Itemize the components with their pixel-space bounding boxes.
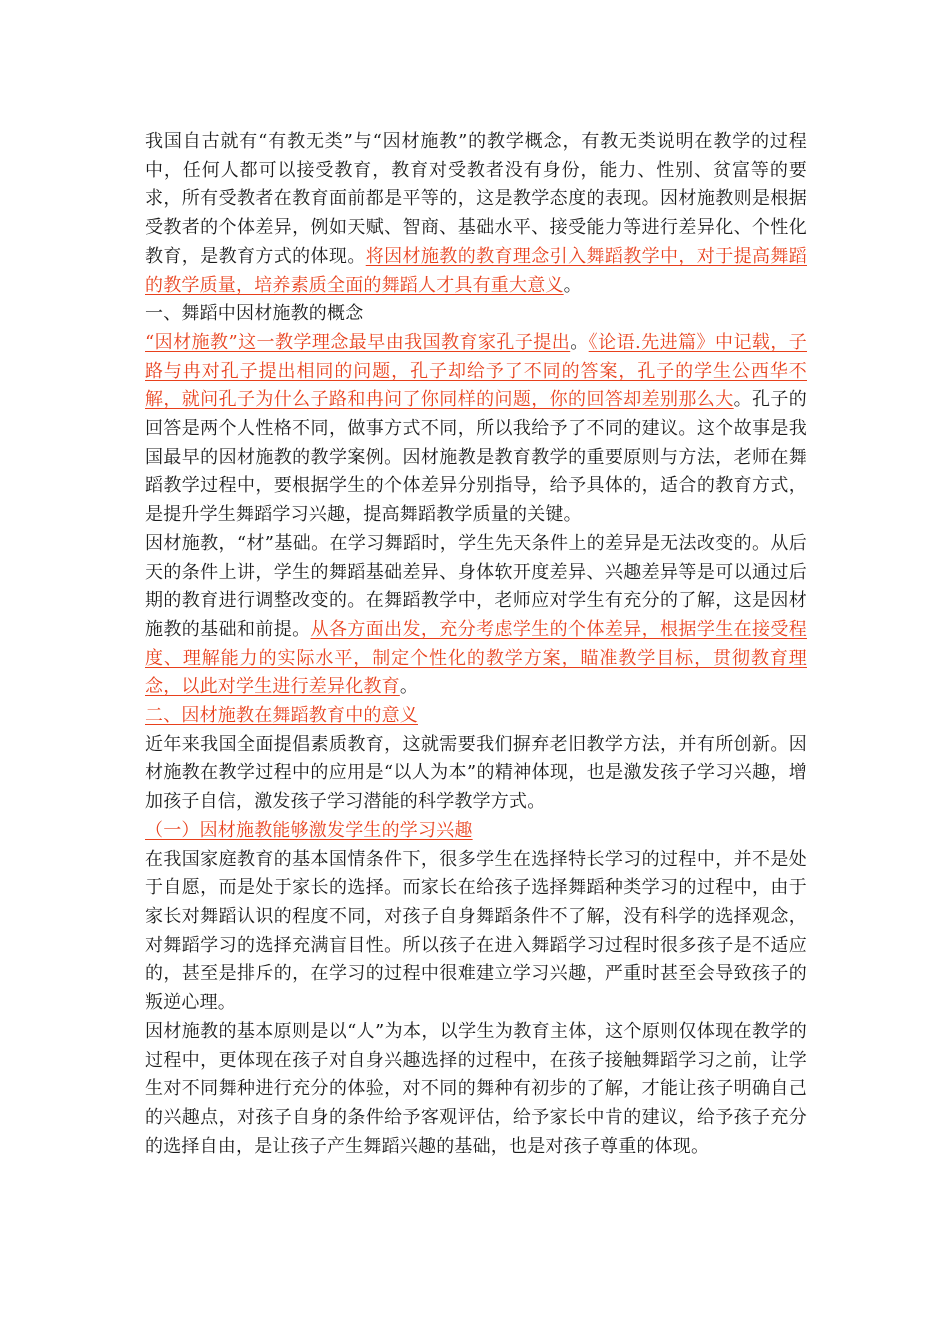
highlighted-text: 二、因材施教在舞蹈教育中的意义 <box>145 705 418 727</box>
paragraph-significance <box>145 731 807 817</box>
highlighted-text: 《论语.先进篇》中记载，子路与冉对孔子提出相同的问题，孔子却给予了不同的答案，孔子的学生公西华不解，就问孔子为什么子路和冉问了你同样的问题，你的回答却差别那么大 <box>145 331 807 411</box>
highlighted-text: （一）因材施教能够激发学生的学习兴趣 <box>145 819 473 841</box>
highlighted-text: 从各方面出发，充分考虑学生的个体差异，根据学生在接受程度、理解能力的实际水平，制定个性化的教学方案，瞄准教学目标，贯彻教育理念，以此对学生进行差异化教育 <box>145 618 807 698</box>
text-segment: 。孔子的回答是两个人性格不同，做事方式不同，所以我给予了不同的建议。这个故事是我国最早的因材施教的教学案例。因材施教是教育教学的重要原则与方法，老师在舞蹈教学过程中，要根据学生的个体差异分别指导，给予具体的，适合的教育方式，是提升学生舞蹈学习兴趣，提高舞蹈教学质量的关键。 <box>145 389 807 526</box>
text-segment: 我国自古就有“有教无类”与“因材施教”的教学概念，有教无类说明在教学的过程中，任何人都可以接受教育，教育对受教者没有身份，能力、性别、贫富等的要求，所有受教者在教育面前都是平等的，这是教学态度的表现。因材施教则是根据受教者的个体差异，例如天赋、智商、基础水平、接受能力等进行差异化、个性化教育，是教育方式的体现。 <box>145 131 807 267</box>
text-segment: 在我国家庭教育的基本国情条件下，很多学生在选择特长学习的过程中，并不是处于自愿，而是处于家长的选择。而家长在给孩子选择舞蹈种类学习的过程中，由于家长对舞蹈认识的程度不同，对孩子自身舞蹈条件不了解，没有科学的选择观念，对舞蹈学习的选择充满盲目性。所以孩子在进入舞蹈学习过程时很多孩子是不适应的，甚至是排斥的，在学习的过程中很难建立学习兴趣，严重时甚至会导致孩子的叛逆心理。 <box>145 848 807 1014</box>
paragraph-intro <box>145 128 807 300</box>
paragraph-family-education <box>145 846 807 1018</box>
paragraph-material-basis <box>145 530 807 702</box>
text-segment: 。 <box>399 676 419 698</box>
text-segment: 近年来我国全面提倡素质教育，这就需要我们摒弃老旧教学方法，并有所创新。因材施教在教学过程中的应用是“以人为本”的精神体现，也是激发孩子学习兴趣，增加孩子自信，激发孩子学习潜能的科学教学方式。 <box>145 733 807 813</box>
document-page <box>145 128 807 1161</box>
section-heading-1 <box>145 300 807 329</box>
text-segment: 因材施教，“材”基础。在学习舞蹈时，学生先天条件上的差异是无法改变的。从后天的条件上讲，学生的舞蹈基础差异、身体软开度差异、兴趣差异等是可以通过后期的教育进行调整改变的。在舞蹈教学中，老师应对学生有充分的了解，这是因材施教的基础和前提。 <box>145 532 807 640</box>
highlighted-text: 将因材施教的教育理念引入舞蹈教学中，对于提高舞蹈的教学质量，培养素质全面的舞蹈人才具有重大意义 <box>145 245 807 296</box>
subsection-heading-1 <box>145 817 807 846</box>
paragraph-concept <box>145 329 807 530</box>
text-segment: 。 <box>563 274 582 296</box>
paragraph-principle <box>145 1018 807 1162</box>
highlighted-text: “因材施教”这一教学理念最早由我国教育家孔子提出 <box>145 331 571 353</box>
section-heading-2 <box>145 702 807 731</box>
text-segment: 。 <box>570 331 589 353</box>
text-segment: 因材施教的基本原则是以“人”为本，以学生为教育主体，这个原则仅体现在教学的过程中，更体现在孩子对自身兴趣选择的过程中，在孩子接触舞蹈学习之前，让学生对不同舞种进行充分的体验，对不同的舞种有初步的了解，才能让孩子明确自己的兴趣点，对孩子自身的条件给予客观评估，给予家长中肯的建议，给予孩子充分的选择自由，是让孩子产生舞蹈兴趣的基础，也是对孩子尊重的体现。 <box>145 1020 807 1157</box>
text-segment: 一、舞蹈中因材施教的概念 <box>145 303 364 325</box>
